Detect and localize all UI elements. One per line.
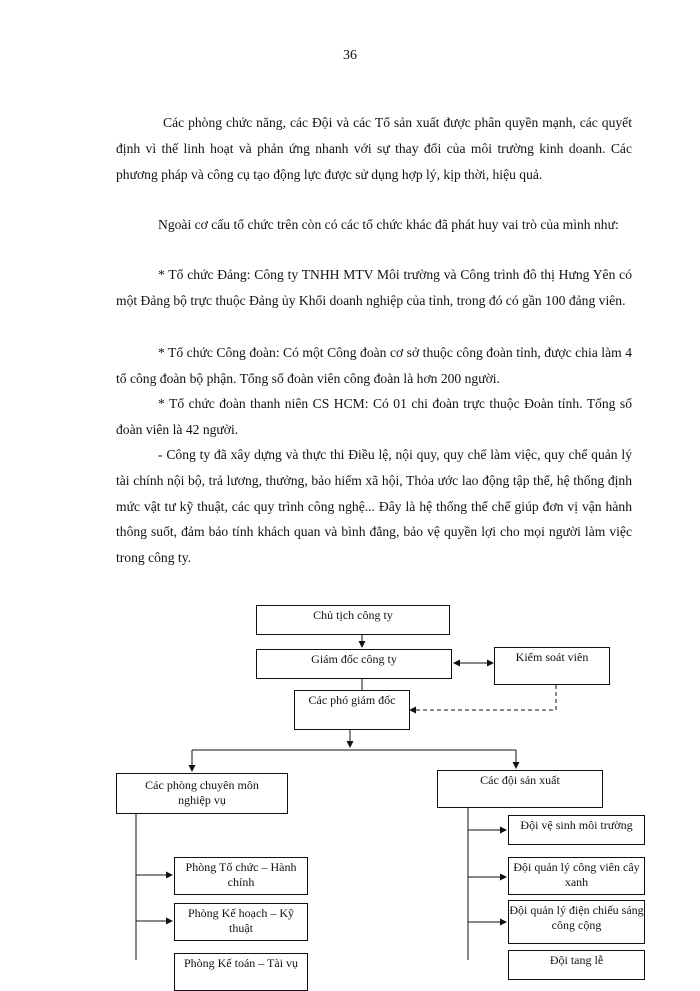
departments-box bbox=[116, 773, 288, 814]
deputies-label: Các phó giám đốc bbox=[308, 693, 396, 707]
director-label: Giám đốc công ty bbox=[311, 652, 397, 666]
team-item-label: Đội quản lý điện chiếu sáng công cộng bbox=[509, 903, 644, 932]
paragraph-4: * Tổ chức Công đoàn: Có một Công đoàn cơ sở thuộc công đoàn tỉnh, được chia làm 4 tổ công đoàn bộ phận. Tổng số đoàn viên công đoàn là hơn 200 người. bbox=[116, 345, 632, 386]
deputies-box bbox=[294, 690, 410, 730]
teams-box bbox=[437, 770, 603, 808]
chairman-label: Chủ tịch công ty bbox=[313, 608, 393, 622]
teams-label: Các đội sản xuất bbox=[480, 773, 560, 787]
team-item-label: Đội quản lý công viên cây xanh bbox=[513, 860, 640, 889]
department-item-label: Phòng Kế toán – Tài vụ bbox=[183, 956, 299, 970]
department-item-label: Phòng Kế hoạch – Kỹ thuật bbox=[188, 906, 294, 935]
department-item-3 bbox=[174, 953, 308, 991]
paragraph-5: * Tổ chức đoàn thanh niên CS HCM: Có 01 chi đoàn trực thuộc Đoàn tỉnh. Tổng số đoàn viên là 42 người. bbox=[116, 396, 632, 437]
paragraph-2: Ngoài cơ cấu tổ chức trên còn có các tổ chức khác đã phát huy vai trò của mình như: bbox=[158, 217, 619, 232]
team-item-3 bbox=[508, 900, 645, 944]
paragraph-6: - Công ty đã xây dựng và thực thi Điều lệ, nội quy, quy chế làm việc, quy chế quản lý tài chính nội bộ, trả lương, thưởng, bảo hiểm xã hội, Thỏa ước lao động tập thể, hệ thống định mức vật tư kỹ thuật, các quy trình công nghệ... Đây là hệ thống thể chế giúp đơn vị vận hành thông suốt, đảm bảo tính khách quan và bình đẳng, bảo vệ quyền lợi cho mọi người làm việc trong công ty. bbox=[116, 447, 632, 566]
department-item-2 bbox=[174, 903, 308, 941]
department-item-label: Phòng Tổ chức – Hành chính bbox=[185, 860, 297, 889]
team-item-1 bbox=[508, 815, 645, 845]
team-item-label: Đội vệ sinh môi trường bbox=[520, 818, 633, 832]
team-item-2 bbox=[508, 857, 645, 895]
chairman-box bbox=[256, 605, 450, 635]
paragraph-3: * Tổ chức Đảng: Công ty TNHH MTV Môi trường và Công trình đô thị Hưng Yên có một Đảng bộ trực thuộc Đảng ủy Khối doanh nghiệp của tỉnh, trong đó có gần 100 đảng viên. bbox=[116, 267, 632, 308]
supervisor-box bbox=[494, 647, 610, 685]
team-item-label: Đội tang lễ bbox=[549, 953, 604, 967]
department-item-1 bbox=[174, 857, 308, 895]
paragraph-1: Các phòng chức năng, các Đội và các Tổ sản xuất được phân quyền mạnh, các quyết định vì thế linh hoạt và phản ứng nhanh với sự thay đổi của môi trường kinh doanh. Các phương pháp và công cụ tạo động lực được sử dụng hợp lý, kịp thời, hiệu quả. bbox=[116, 115, 632, 182]
connector-supervisor-deputies bbox=[410, 685, 556, 710]
departments-label: Các phòng chuyên môn nghiệp vụ bbox=[145, 778, 259, 807]
team-item-4 bbox=[508, 950, 645, 980]
director-box bbox=[256, 649, 452, 679]
supervisor-label: Kiểm soát viên bbox=[515, 650, 589, 664]
page-number: 36 bbox=[343, 48, 357, 63]
